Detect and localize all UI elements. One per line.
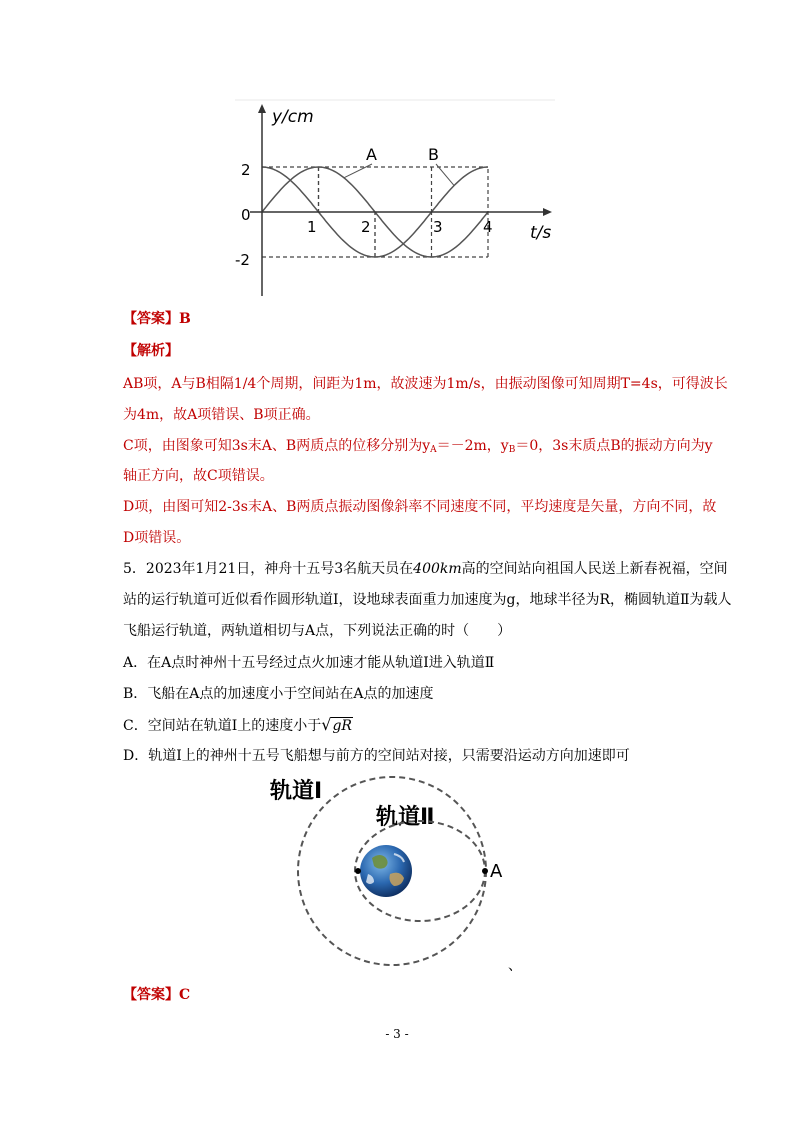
page-number: - 3 - bbox=[385, 1027, 409, 1041]
q4-analysis-tag: 【解析】 bbox=[123, 343, 179, 359]
q5-answer-value: C bbox=[179, 987, 191, 1003]
q5-option-c bbox=[123, 715, 353, 736]
q4-analysis-d-line1: D项，由图可知2-3s末A、B两质点振动图像斜率不同速度不同，平均速度是矢量，方向不同，故 bbox=[123, 499, 717, 515]
orbit-1-label: 轨道Ⅰ bbox=[270, 779, 323, 804]
stray-mark: 、 bbox=[508, 958, 522, 974]
q5-line1-post: 高的空间站向祖国人民送上新春祝福，空间 bbox=[461, 561, 728, 577]
y-tick-2: 2 bbox=[241, 161, 251, 179]
orbit-2-label: 轨道Ⅱ bbox=[376, 805, 435, 830]
x-axis-arrow bbox=[543, 208, 552, 216]
y-tick-0: 0 bbox=[241, 206, 251, 224]
c-text-post: ＝0，3s末质点B的振动方向为y bbox=[515, 438, 713, 454]
q5-stem-line3: 飞船运行轨道，两轨道相切与A点，下列说法正确的时（ ） bbox=[123, 623, 512, 639]
y-axis-arrow bbox=[258, 104, 266, 113]
x-tick-3: 3 bbox=[433, 218, 443, 236]
q4-analysis-c-line2: 轴正方向，故C项错误。 bbox=[123, 468, 274, 484]
curves bbox=[262, 164, 488, 257]
q4-analysis-ab-line2: 为4m，故A项错误、B项正确。 bbox=[123, 407, 320, 423]
leader-a bbox=[344, 164, 372, 178]
q5-stem-line2: 站的运行轨道可近似看作圆形轨道Ⅰ，设地球表面重力加速度为g，地球半径为R，椭圆轨道Ⅱ为载人 bbox=[123, 592, 732, 608]
x-axis-label: t/s bbox=[530, 223, 552, 243]
x-tick-4: 4 bbox=[483, 218, 493, 236]
q4-analysis-d-line2: D项错误。 bbox=[123, 530, 191, 546]
q4-answer-value: B bbox=[179, 311, 191, 327]
q5-answer-tag: 【答案】 bbox=[123, 987, 179, 1003]
x-tick-2: 2 bbox=[361, 218, 371, 236]
x-tick-1: 1 bbox=[307, 218, 317, 236]
curve-a-label: A bbox=[366, 145, 377, 164]
oscillation-graph bbox=[230, 98, 560, 300]
q5-option-a: A．在A点时神州十五号经过点火加速才能从轨道Ⅰ进入轨道Ⅱ bbox=[123, 655, 495, 671]
point-a-label: A bbox=[490, 861, 503, 882]
q4-analysis-ab-line1: AB项，A与B相隔1/4个周期，间距为1m，故波速为1m/s，由振动图像可知周期T=4s，可得波长 bbox=[123, 376, 728, 392]
q4-analysis-c-line1 bbox=[123, 436, 713, 460]
y-tick-minus-2: -2 bbox=[235, 251, 250, 269]
q4-answer bbox=[123, 309, 191, 329]
q5-option-d: D．轨道Ⅰ上的神州十五号飞船想与前方的空间站对接，只需要沿运动方向加速即可 bbox=[123, 748, 630, 764]
sqrt-symbol: √ bbox=[321, 715, 332, 734]
c-text-mid: ＝－2m，y bbox=[436, 438, 509, 454]
point-a-dot bbox=[482, 868, 488, 874]
orbit-diagram bbox=[268, 770, 538, 976]
q5-option-b: B．飞船在A点的加速度小于空间站在A点的加速度 bbox=[123, 686, 434, 702]
q5-option-c-text: C．空间站在轨道Ⅰ上的速度小于 bbox=[123, 718, 322, 734]
q5-line1-height: 400km bbox=[413, 561, 462, 577]
c-sub-a: A bbox=[430, 445, 437, 455]
q4-answer-tag: 【答案】 bbox=[123, 311, 179, 327]
perigee-point bbox=[355, 868, 361, 874]
curve-b-label: B bbox=[428, 145, 439, 164]
earth-icon bbox=[360, 845, 412, 897]
q5-stem-line1 bbox=[123, 559, 728, 579]
sqrt-radicand: gR bbox=[332, 718, 352, 734]
y-axis-label: y/cm bbox=[272, 107, 314, 127]
c-sub-b: B bbox=[508, 445, 516, 455]
q5-line1-pre: 5．2023年1月21日，神舟十五号3名航天员在 bbox=[123, 561, 414, 577]
c-text-pre: C项，由图象可知3s末A、B两质点的位移分别为y bbox=[123, 438, 431, 454]
q5-answer bbox=[123, 985, 190, 1005]
